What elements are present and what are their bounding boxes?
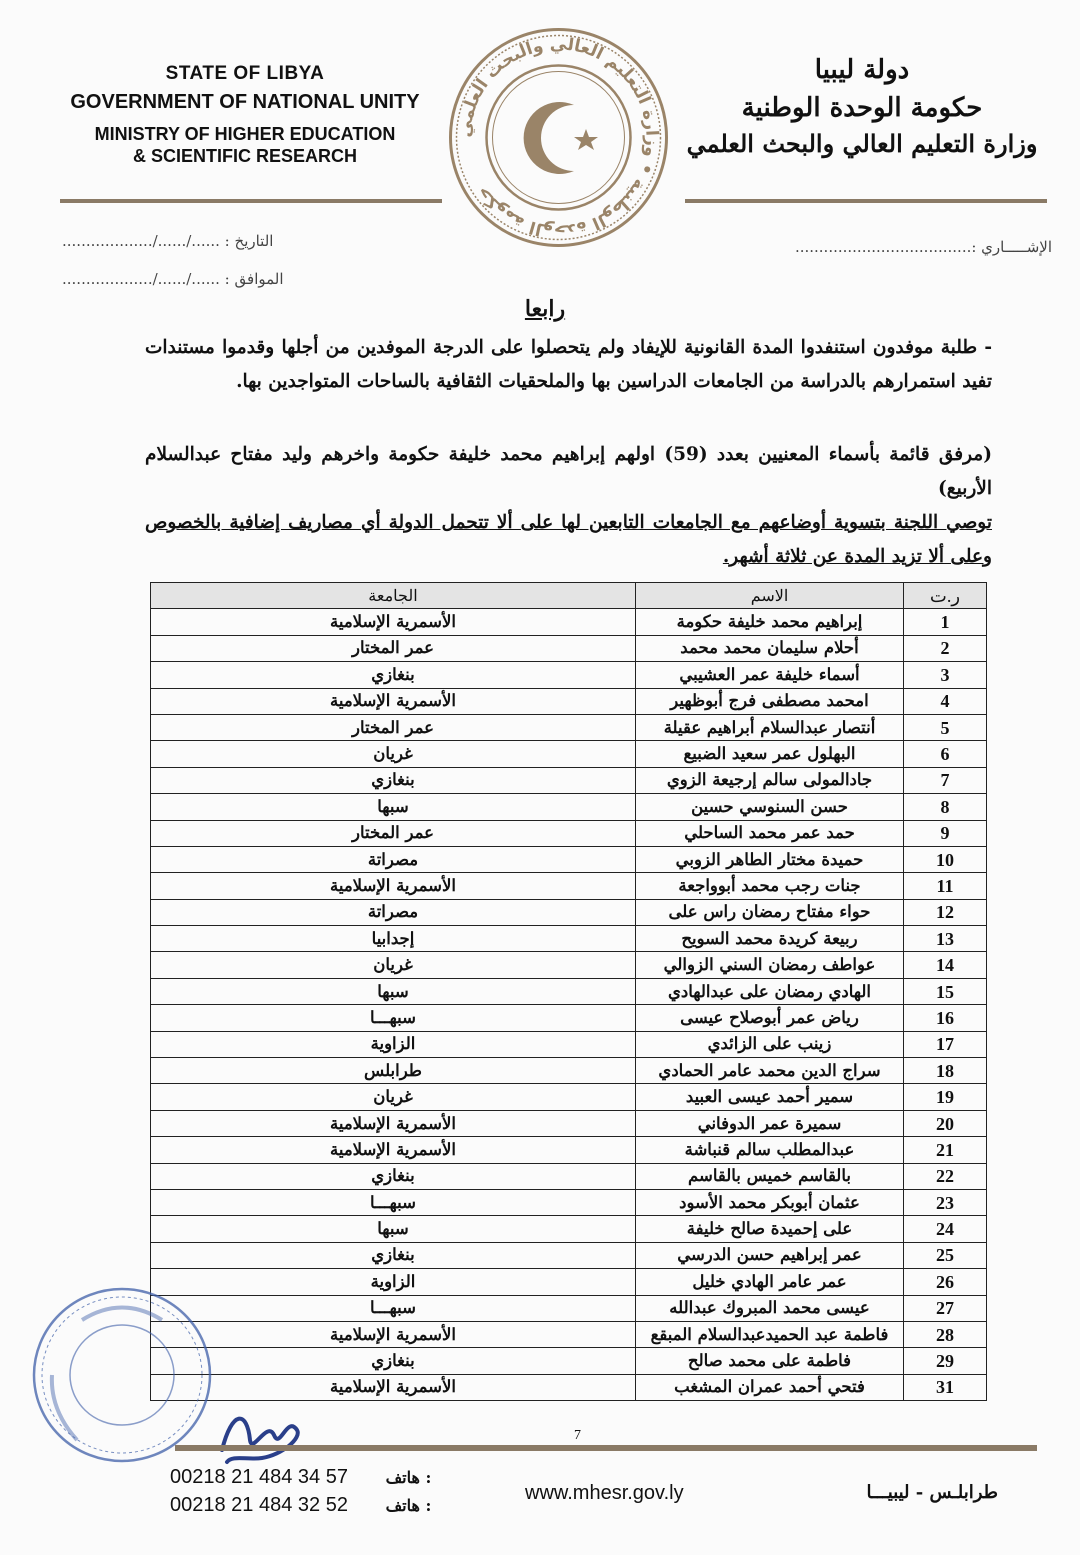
row-number: 10 <box>904 846 987 872</box>
table-row <box>151 1348 987 1374</box>
university-name: الأسمرية الإسلامية <box>151 873 636 899</box>
date-field: التاريخ : ....../....../................... <box>62 232 274 250</box>
university-name: الأسمرية الإسلامية <box>151 1374 636 1400</box>
student-name: بالقاسم خميس بالقاسم <box>636 1163 904 1189</box>
university-name: الأسمرية الإسلامية <box>151 609 636 635</box>
seal-text: حكومة الوحدة الوطنية • وزارة التعليم العالي والبحث العلمي <box>455 34 662 241</box>
row-number: 8 <box>904 794 987 820</box>
students-table <box>150 582 987 1401</box>
table-row <box>151 662 987 688</box>
university-name: مصراتة <box>151 846 636 872</box>
row-number: 5 <box>904 714 987 740</box>
phone-line-1 <box>170 1466 431 1489</box>
university-name: الأسمرية الإسلامية <box>151 688 636 714</box>
official-stamp-icon <box>22 1280 222 1470</box>
student-name: إبراهيم محمد خليفة حكومة <box>636 609 904 635</box>
table-row <box>151 1005 987 1031</box>
row-number: 26 <box>904 1269 987 1295</box>
government-name-ar: حكومة الوحدة الوطنية <box>741 92 983 123</box>
table-row <box>151 873 987 899</box>
university-name: سبها <box>151 794 636 820</box>
table-row <box>151 926 987 952</box>
table-row <box>151 767 987 793</box>
corresponding-date-field: الموافق : ....../....../................... <box>62 270 284 288</box>
row-number: 18 <box>904 1058 987 1084</box>
row-number: 24 <box>904 1216 987 1242</box>
reference-field: الإشـــــاري :..................................... <box>794 238 1052 256</box>
student-name: عمر عامر الهادي خليل <box>636 1269 904 1295</box>
row-number: 12 <box>904 899 987 925</box>
phone-number-2: 00218 21 484 32 52 <box>170 1494 348 1516</box>
student-name: عواطف رمضان السني الزوالي <box>636 952 904 978</box>
phone-number-1: 00218 21 484 34 57 <box>170 1466 348 1488</box>
table-row <box>151 714 987 740</box>
page-number: 7 <box>574 1428 581 1443</box>
table-row <box>151 1374 987 1400</box>
university-name: غريان <box>151 952 636 978</box>
student-name: حواء مفتاح رمضان راس على <box>636 899 904 925</box>
website-link[interactable]: www.mhesr.gov.ly <box>525 1482 684 1504</box>
university-name: الزاوية <box>151 1031 636 1057</box>
state-name-ar: دولة ليبيا <box>814 55 910 85</box>
row-number: 2 <box>904 635 987 661</box>
university-name: سبها <box>151 978 636 1004</box>
header-university: الجامعة <box>151 583 636 609</box>
university-name: الأسمرية الإسلامية <box>151 1321 636 1347</box>
row-number: 3 <box>904 662 987 688</box>
university-name: الأسمرية الإسلامية <box>151 1110 636 1136</box>
table-row <box>151 741 987 767</box>
university-name: عمر المختار <box>151 635 636 661</box>
table-row <box>151 820 987 846</box>
university-name: سبهـــا <box>151 1189 636 1215</box>
student-name: حمد عمر محمد الساحلي <box>636 820 904 846</box>
ministry-seal-icon <box>446 25 671 250</box>
paragraph-1: - طلبة موفدون استنفدوا المدة القانونية للإيفاد ولم يتحصلوا على الدرجة الموفدين من أجلها وقدموا مستندات تفيد استمرارهم بالدراسة من الجامعات الدراسين بها والملحقيات الثقافية بالساحات المتواجدين بها. <box>145 337 992 392</box>
row-number: 11 <box>904 873 987 899</box>
row-number: 31 <box>904 1374 987 1400</box>
table-row <box>151 1163 987 1189</box>
university-name: طرابلس <box>151 1058 636 1084</box>
row-number: 15 <box>904 978 987 1004</box>
university-name: سبهـــا <box>151 1005 636 1031</box>
table-row <box>151 1321 987 1347</box>
student-name: جنات رجب محمد أبوواجعة <box>636 873 904 899</box>
row-number: 1 <box>904 609 987 635</box>
student-name: ربيعة كريدة محمد السويح <box>636 926 904 952</box>
row-number: 13 <box>904 926 987 952</box>
student-name: البهلول عمر سعيد الضبيع <box>636 741 904 767</box>
row-number: 17 <box>904 1031 987 1057</box>
university-name: عمر المختار <box>151 714 636 740</box>
table-header-row <box>151 583 987 609</box>
student-name: الهادي رمضان على عبدالهادي <box>636 978 904 1004</box>
student-name: حسن السنوسي حسين <box>636 794 904 820</box>
student-name: فتحي أحمد عمران المشغب <box>636 1374 904 1400</box>
row-number: 7 <box>904 767 987 793</box>
phone-label-2: هاتف : <box>385 1496 432 1515</box>
footer-divider <box>175 1445 1037 1451</box>
table-row <box>151 1269 987 1295</box>
header-num: ر.ت <box>904 583 987 609</box>
footer-city: طرابلـس - ليبيـــا <box>866 1482 998 1503</box>
row-number: 25 <box>904 1242 987 1268</box>
university-name: غريان <box>151 1084 636 1110</box>
government-name-en: GOVERNMENT OF NATIONAL UNITY <box>70 90 420 113</box>
paragraph-2: (مرفق قائمة بأسماء المعنيين بعدد (59) اولهم إبراهيم محمد خليفة حكومة واخرهم وليد مفتاح عبدالسلام الأربيع) <box>145 444 992 499</box>
row-number: 14 <box>904 952 987 978</box>
student-name: أحلام سليمان محمد محمد <box>636 635 904 661</box>
state-name-en: STATE OF LIBYA <box>165 63 325 84</box>
university-name: مصراتة <box>151 899 636 925</box>
table-row <box>151 1110 987 1136</box>
table-row <box>151 1084 987 1110</box>
student-name: زينب على الزائدي <box>636 1031 904 1057</box>
university-name: بنغازي <box>151 1242 636 1268</box>
row-number: 6 <box>904 741 987 767</box>
university-name: بنغازي <box>151 1348 636 1374</box>
university-name: سبهـــا <box>151 1295 636 1321</box>
university-name: عمر المختار <box>151 820 636 846</box>
table-row <box>151 1242 987 1268</box>
table-row <box>151 609 987 635</box>
row-number: 16 <box>904 1005 987 1031</box>
row-number: 28 <box>904 1321 987 1347</box>
student-name: سمير أحمد عيسى العبيد <box>636 1084 904 1110</box>
ministry-name-en-2: & SCIENTIFIC RESEARCH <box>132 146 357 167</box>
university-name: بنغازي <box>151 1163 636 1189</box>
student-name: سميرة عمر الدوفاني <box>636 1110 904 1136</box>
student-name: أنتصار عبدالسلام أبراهيم عقيلة <box>636 714 904 740</box>
row-number: 19 <box>904 1084 987 1110</box>
table-row <box>151 794 987 820</box>
student-name: عيسى محمد المبروك عبدالله <box>636 1295 904 1321</box>
table-row <box>151 978 987 1004</box>
row-number: 21 <box>904 1137 987 1163</box>
university-name: غريان <box>151 741 636 767</box>
table-row <box>151 1216 987 1242</box>
student-name: جادالمولى سالم إرجيعة الزوي <box>636 767 904 793</box>
student-name: عمر إبراهيم حسن الدرسي <box>636 1242 904 1268</box>
row-number: 27 <box>904 1295 987 1321</box>
row-number: 9 <box>904 820 987 846</box>
recommendation-paragraph: توصي اللجنة بتسوية أوضاعهم مع الجامعات التابعين لها على ألا تتحمل الدولة أي مصاريف إضافية بالخصوص وعلى ألا تزيد المدة عن ثلاثة أشهر. <box>145 512 992 567</box>
university-name: إجدابيا <box>151 926 636 952</box>
student-name: رياض عمر أبوصلاح عيسى <box>636 1005 904 1031</box>
table-row <box>151 1189 987 1215</box>
table-row <box>151 846 987 872</box>
table-row <box>151 1031 987 1057</box>
student-name: حميدة مختار الطاهر الزوبي <box>636 846 904 872</box>
row-number: 22 <box>904 1163 987 1189</box>
university-name: بنغازي <box>151 767 636 793</box>
row-number: 4 <box>904 688 987 714</box>
university-name: سبها <box>151 1216 636 1242</box>
header-arabic <box>672 52 1052 162</box>
table-row <box>151 1295 987 1321</box>
table-row <box>151 1137 987 1163</box>
table-row <box>151 952 987 978</box>
student-name: فاطمة عبد الحميدعبدالسلام المبقع <box>636 1321 904 1347</box>
ministry-name-ar: وزارة التعليم العالي والبحث العلمي <box>686 129 1038 159</box>
header-name: الاسم <box>636 583 904 609</box>
university-name: الأسمرية الإسلامية <box>151 1137 636 1163</box>
table-row <box>151 635 987 661</box>
student-name: عبدالمطلب سالم قنباشة <box>636 1137 904 1163</box>
student-name: على إحميدة صالح خليفة <box>636 1216 904 1242</box>
university-name: الزاوية <box>151 1269 636 1295</box>
table-row <box>151 899 987 925</box>
signature-icon <box>212 1400 312 1470</box>
student-name: فاطمة على محمد صالح <box>636 1348 904 1374</box>
row-number: 29 <box>904 1348 987 1374</box>
phone-line-2 <box>170 1494 431 1517</box>
student-name: سراج الدين محمد عامر الحمادي <box>636 1058 904 1084</box>
table-row <box>151 688 987 714</box>
row-number: 23 <box>904 1189 987 1215</box>
university-name: بنغازي <box>151 662 636 688</box>
section-title: رابعا <box>524 296 566 322</box>
header-english <box>60 62 430 168</box>
student-name: عثمان أبوبكر محمد الأسود <box>636 1189 904 1215</box>
header-divider-right <box>685 199 1047 203</box>
table-row <box>151 1058 987 1084</box>
student-name: امحمد مصطفى فرج أبوظهير <box>636 688 904 714</box>
student-name: أسماء خليفة عمر العشيبي <box>636 662 904 688</box>
row-number: 20 <box>904 1110 987 1136</box>
ministry-name-en-1: MINISTRY OF HIGHER EDUCATION <box>94 123 396 144</box>
phone-label-1: هاتف : <box>385 1468 432 1487</box>
header-divider-left <box>60 199 442 203</box>
